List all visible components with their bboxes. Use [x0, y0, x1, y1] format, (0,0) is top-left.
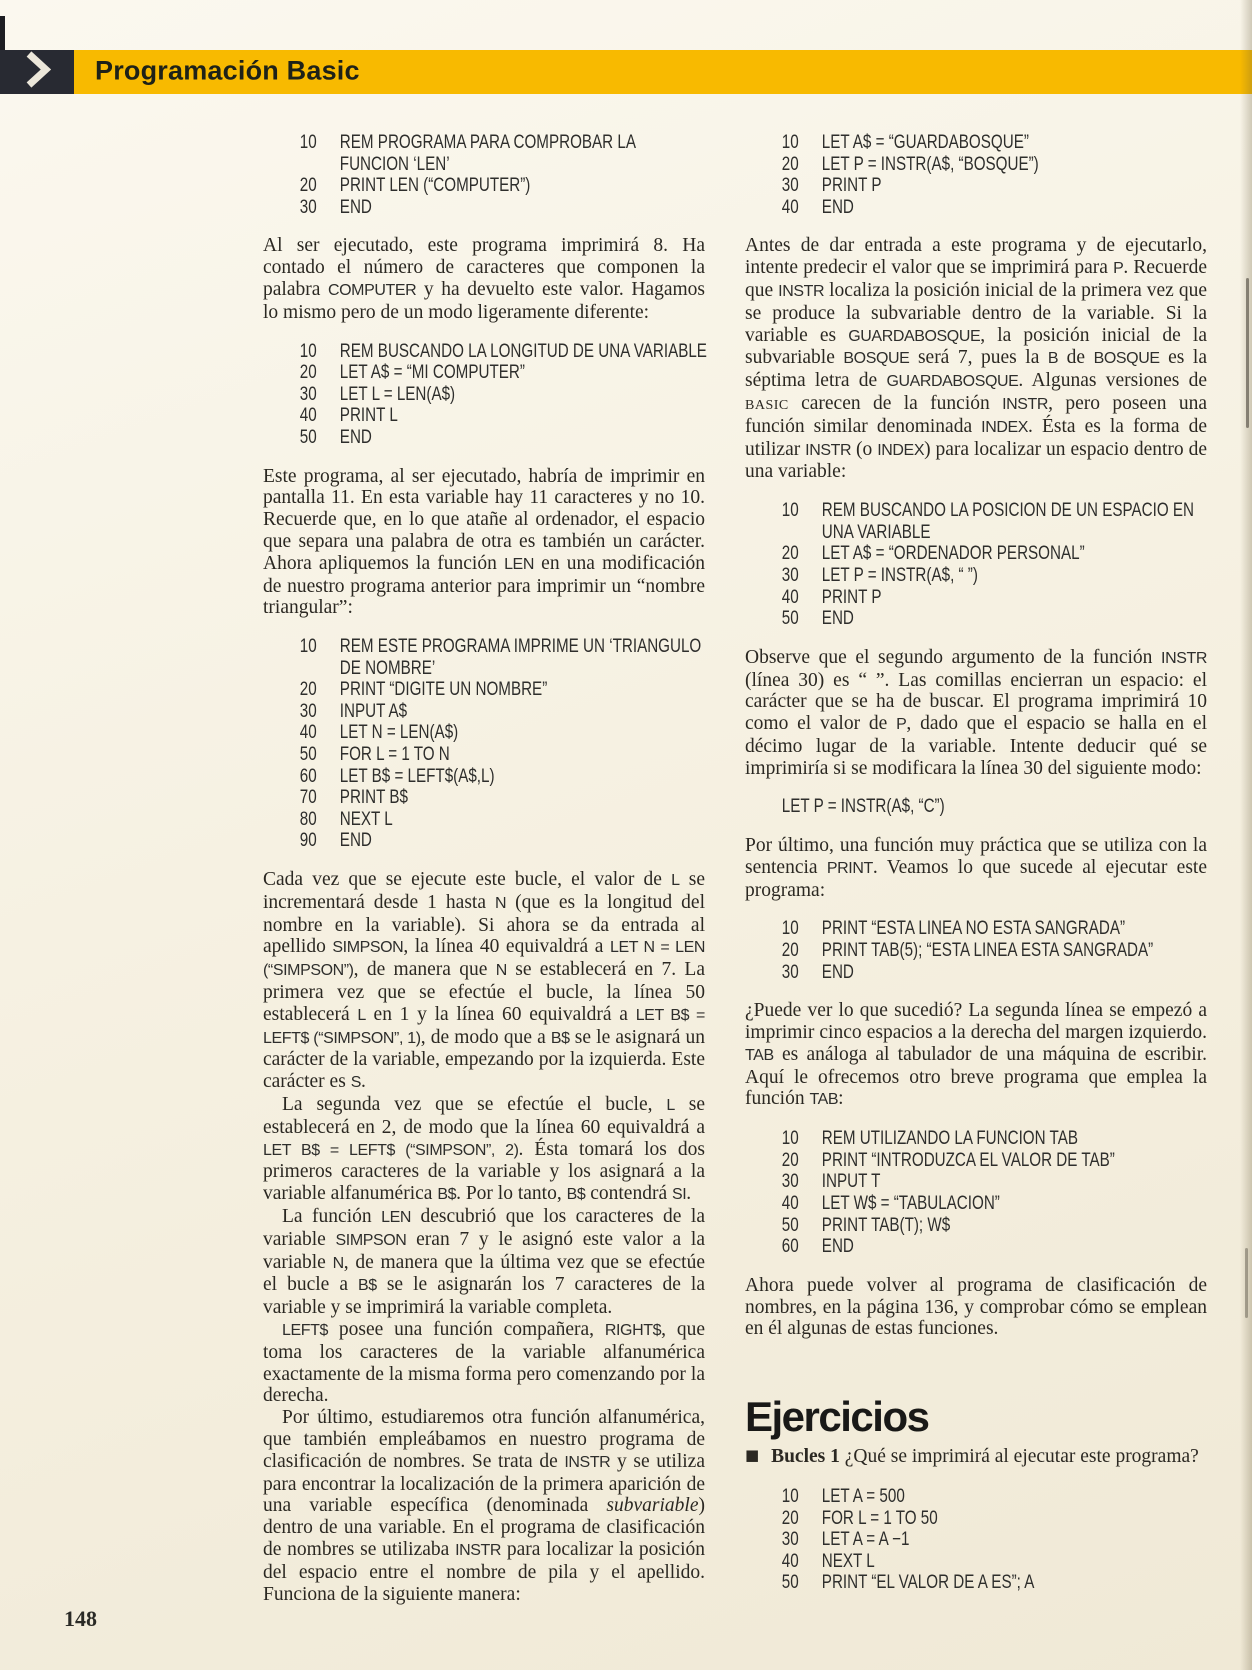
- code-text: REM ESTE PROGRAMA IMPRIME UN ‘TRIANGULO: [339, 636, 702, 658]
- code-line: [745, 1236, 1115, 1258]
- inline-code: LET B$ = LEFT$ (“SIMPSON”, 1): [263, 1006, 705, 1047]
- inline-code: LEN: [381, 1209, 411, 1226]
- code-text: PRINT TAB(T); W$: [821, 1214, 951, 1236]
- inline-code: GUARDABOSQUE: [886, 373, 1019, 391]
- line-number: 40: [781, 1550, 799, 1572]
- line-number: 10: [781, 132, 799, 153]
- inline-code: BOSQUE: [1093, 350, 1160, 368]
- left-column: [263, 126, 705, 1605]
- inline-code: INDEX: [877, 441, 925, 459]
- code-line: [263, 197, 617, 219]
- page-number: 148: [64, 1606, 97, 1631]
- code-text: PRINT “INTRODUZCA EL VALOR DE TAB”: [821, 1149, 1115, 1171]
- code-line: [745, 154, 1115, 176]
- line-number: 50: [781, 1214, 799, 1236]
- basic-code-listing: [745, 796, 1207, 818]
- inline-code: B$: [437, 1186, 457, 1204]
- code-line: [263, 427, 617, 449]
- line-number: 20: [299, 175, 317, 197]
- code-text: END: [339, 426, 372, 448]
- line-number: 60: [299, 765, 317, 787]
- code-text: NEXT L: [339, 808, 393, 830]
- code-line: [263, 175, 617, 197]
- inline-code: SIMPSON: [335, 1231, 407, 1249]
- line-number: 50: [781, 1572, 799, 1594]
- paragraph: LEFT$ posee una función compañera, RIGHT$, que toma los caracteres de la variable alfanumérica exactamente de la misma forma pero comenzando por la derecha.: [263, 1318, 705, 1407]
- code-line: [745, 522, 1115, 544]
- inline-code: S: [350, 1074, 361, 1092]
- code-text: PRINT “EL VALOR DE A ES”; A: [821, 1572, 1035, 1594]
- code-text: END: [821, 1236, 854, 1258]
- inline-code: P: [896, 716, 907, 734]
- code-text: END: [821, 608, 854, 630]
- chevron-right-icon: [24, 51, 51, 93]
- code-text: FOR L = 1 TO 50: [821, 1507, 938, 1529]
- line-number: 30: [781, 1171, 799, 1193]
- code-text: LET A$ = “MI COMPUTER”: [339, 362, 525, 384]
- line-number: 50: [299, 744, 317, 766]
- code-text: REM BUSCANDO LA POSICION DE UN ESPACIO EN: [821, 500, 1194, 522]
- paragraph: Por último, estudiaremos otra función alfanumérica, que también empleábamos en nuestro programa de clasificación de nombres. Se trata de INSTR y se utiliza para encontrar la localización de la primera aparición de una variable específica (denominada subvariable) dentro de una variable. En el programa de clasificación de nombres se utilizaba INSTR para localizar la posición del espacio entre el nombre de pila y el apellido. Funciona de la siguiente manera:: [263, 1407, 705, 1605]
- paragraph: ¿Puede ver lo que sucedió? La segunda línea se empezó a imprimir cinco espacios a la derecha del margen izquierdo. TAB es análoga al tabulador de una máquina de escribir. Aquí le ofrecemos otro breve programa que emplea la función TAB:: [745, 1000, 1207, 1110]
- inline-code: L: [357, 1006, 366, 1024]
- inline-code: INSTR: [1161, 649, 1207, 667]
- code-line: [745, 1572, 1115, 1594]
- paragraph: Ahora puede volver al programa de clasificación de nombres, en la página 136, y comprobar cómo se emplean en él algunas de estas funciones.: [745, 1274, 1207, 1340]
- code-text: UNA VARIABLE: [821, 521, 931, 543]
- line-number: 40: [299, 722, 317, 744]
- line-number: 40: [781, 586, 799, 608]
- chevron-box: [0, 50, 74, 94]
- line-number: 30: [299, 383, 317, 405]
- basic-code-listing: [745, 132, 1207, 218]
- paragraph: Por último, una función muy práctica que se utiliza con la sentencia PRINT. Veamos lo que sucede al ejecutar este programa:: [745, 835, 1207, 901]
- paragraph: Observe que el segundo argumento de la función INSTR (línea 30) es “ ”. Las comillas encierran un espacio: el carácter que se ha de buscar. El programa imprimirá 10 como el valor de P, dado que el espacio se halla en el décimo lugar de la variable. Intente deducir qué se imprimiría si se modificara la línea 30 del siguiente modo:: [745, 646, 1207, 779]
- code-text: PRINT P: [821, 175, 882, 197]
- inline-code: P: [1113, 260, 1124, 278]
- inline-code: N: [495, 962, 507, 980]
- line-number: 20: [299, 362, 317, 384]
- code-line: [745, 796, 1115, 818]
- code-text: LET W$ = “TABULACION”: [821, 1193, 1000, 1215]
- code-text: PRINT “ESTA LINEA NO ESTA SANGRADA”: [821, 918, 1126, 940]
- inline-code: B: [1047, 350, 1059, 368]
- inline-code: N: [332, 1254, 344, 1272]
- code-line: [263, 744, 617, 766]
- header-yellow-bar: [74, 50, 1252, 94]
- inline-code: N: [495, 894, 507, 912]
- basic-code-listing: [745, 918, 1207, 983]
- code-text: PRINT LEN (“COMPUTER”): [339, 175, 531, 197]
- code-text: LET B$ = LEFT$(A$,L): [339, 765, 495, 787]
- code-line: [745, 1171, 1115, 1193]
- inline-code: INSTR: [564, 1453, 611, 1471]
- line-number: [300, 658, 340, 680]
- code-line: [263, 701, 617, 723]
- code-text: FOR L = 1 TO N: [339, 744, 450, 766]
- code-text: REM BUSCANDO LA LONGITUD DE UNA VARIABLE: [339, 340, 707, 362]
- code-text: PRINT P: [821, 586, 882, 608]
- basic-code-listing: [745, 1128, 1207, 1258]
- code-line: [745, 543, 1115, 565]
- inline-code: SIMPSON: [332, 939, 404, 957]
- square-bullet-icon: ■: [745, 1446, 760, 1465]
- code-text: LET P = INSTR(A$, “BOSQUE”): [821, 153, 1039, 175]
- inline-code: BOSQUE: [843, 350, 910, 368]
- inline-code: INDEX: [981, 418, 1029, 436]
- code-line: [263, 766, 617, 788]
- code-line: [745, 587, 1115, 609]
- code-line: [745, 1150, 1115, 1172]
- inline-code: INSTR: [805, 441, 852, 459]
- line-number: 10: [781, 500, 799, 522]
- inline-code: LEFT$: [282, 1321, 328, 1339]
- paragraph: Antes de dar entrada a este programa y de ejecutarlo, intente predecir el valor que se imprimirá para P. Recuerde que INSTR localiza la posición inicial de la primera vez que se produce la subvariable dentro de la variable. Si la variable es GUARDABOSQUE, la posición inicial de la subvariable BOSQUE será 7, pues la B de BOSQUE es la séptima letra de GUARDABOSQUE. Algunas versiones de basic carecen de la función INSTR, pero poseen una función similar denominada INDEX. Ésta es la forma de utilizar INSTR (o INDEX) para localizar un espacio dentro de una variable:: [745, 235, 1208, 483]
- line-number: 60: [781, 1236, 799, 1258]
- code-line: [745, 940, 1154, 962]
- code-text: LET A$ = “ORDENADOR PERSONAL”: [821, 543, 1085, 565]
- right-column: [745, 126, 1207, 1611]
- inline-code: LET N = LEN (“SIMPSON”): [263, 939, 705, 980]
- code-line: [263, 405, 617, 427]
- code-line: [263, 787, 617, 809]
- basic-code-listing: [745, 1486, 1207, 1594]
- line-number: 20: [781, 543, 799, 565]
- line-number: 20: [781, 1149, 799, 1171]
- scan-artifact: [1245, 1248, 1248, 1318]
- line-number: 10: [299, 132, 317, 153]
- code-text: END: [339, 830, 372, 852]
- paragraph: La segunda vez que se efectúe el bucle, L se establecerá en 2, de modo que la línea 60 equivaldrá a LET B$ = LEFT$ (“SIMPSON”, 2). Ésta tomará los dos primeros caracteres de la variable y los asignará a la variable alfanumérica B$. Por lo tanto, B$ contendrá SI.: [263, 1094, 705, 1205]
- paragraph: Cada vez que se ejecute este bucle, el valor de L se incrementará desde 1 hasta N (que es la longitud del nombre en la variable). Si ahora se da entrada al apellido SIMPSON, la línea 40 equivaldrá a LET N = LEN (“SIMPSON”), de manera que N se establecerá en 7. La primera vez que se efectúe el bucle, la línea 50 establecerá L en 1 y la línea 60 equivaldrá a LET B$ = LEFT$ (“SIMPSON”, 1), de modo que a B$ se le asignará un carácter de la variable, empezando por la izquierda. Este carácter es S.: [263, 869, 705, 1093]
- inline-code: LET B$ = LEFT$ (“SIMPSON”, 2): [263, 1141, 519, 1159]
- code-text: LET P = INSTR(A$, “C”): [781, 796, 945, 818]
- code-line: [263, 132, 636, 154]
- code-line: [745, 175, 1115, 197]
- code-line: [745, 1529, 1115, 1551]
- code-text: REM PROGRAMA PARA COMPROBAR LA: [339, 132, 636, 153]
- code-line: [263, 679, 617, 701]
- code-text: LET P = INSTR(A$, “ ”): [821, 564, 978, 586]
- scan-edge-shading: [1240, 0, 1252, 1670]
- code-text: REM UTILIZANDO LA FUNCION TAB: [821, 1128, 1078, 1150]
- exercise-intro: [745, 1446, 1207, 1469]
- code-line: [745, 1193, 1115, 1215]
- inline-code: PRINT: [826, 859, 873, 877]
- code-line: [745, 1551, 1115, 1573]
- inline-code: RIGHT$: [604, 1321, 662, 1339]
- line-number: 90: [299, 830, 317, 852]
- line-number: 20: [299, 679, 317, 701]
- line-number: 40: [299, 405, 317, 427]
- code-text: PRINT L: [339, 405, 398, 427]
- inline-code: SI: [671, 1186, 687, 1204]
- code-line: [745, 1128, 1115, 1150]
- line-number: 50: [299, 426, 317, 448]
- line-number: 30: [299, 196, 317, 218]
- code-line: [745, 1508, 1115, 1530]
- code-text: PRINT B$: [339, 787, 408, 809]
- code-text: END: [339, 196, 372, 218]
- line-number: 10: [299, 340, 317, 362]
- code-line: [745, 1486, 1115, 1508]
- code-line: [263, 362, 617, 384]
- line-number: 80: [299, 808, 317, 830]
- code-line: [263, 809, 617, 831]
- line-number: 20: [781, 153, 799, 175]
- line-number: [782, 522, 822, 544]
- exercise-label: Bucles 1: [771, 1446, 840, 1468]
- line-number: 40: [781, 196, 799, 218]
- code-text: DE NOMBRE’: [339, 657, 436, 679]
- inline-code: INSTR: [778, 282, 825, 300]
- code-line: [263, 154, 617, 176]
- code-text: PRINT “DIGITE UN NOMBRE”: [339, 679, 548, 701]
- inline-code: B$: [566, 1186, 586, 1204]
- exercise-question: ¿Qué se imprimirá al ejecutar este programa?: [844, 1446, 1199, 1468]
- paragraph: La función LEN descubrió que los caracteres de la variable SIMPSON eran 7 y le asignó este valor a la variable N, de manera que la última vez que se efectúe el bucle a B$ se le asignarán los 7 caracteres de la variable y se imprimirá la variable completa.: [263, 1206, 706, 1319]
- line-number: 30: [781, 564, 799, 586]
- code-text: INPUT T: [821, 1171, 881, 1193]
- paragraph: Este programa, al ser ejecutado, habría de imprimir en pantalla 11. En esta variable hay 11 caracteres y no 10. Recuerde que, en lo que atañe al ordenador, el espacio que separa una palabra de otra es también un carácter. Ahora apliquemos la función LEN en una modificación de nuestro programa anterior para imprimir un “nombre triangular”:: [263, 465, 705, 619]
- code-line: [745, 197, 1115, 219]
- code-text: LET A$ = “GUARDABOSQUE”: [821, 132, 1029, 153]
- code-text: LET L = LEN(A$): [339, 383, 456, 405]
- line-number: 50: [781, 608, 799, 630]
- code-text: LET A = A −1: [821, 1529, 910, 1551]
- code-line: [745, 1215, 1115, 1237]
- code-line: [263, 340, 707, 363]
- inline-code: COMPUTER: [327, 281, 417, 299]
- code-line: [263, 384, 617, 406]
- inline-code: GUARDABOSQUE: [848, 327, 981, 345]
- inline-code: L: [666, 1097, 675, 1115]
- ejercicios-heading: Ejercicios: [745, 1393, 929, 1441]
- inline-code: B$: [550, 1029, 570, 1047]
- code-line: [745, 500, 1194, 522]
- line-number: 10: [299, 636, 317, 658]
- scan-edge-mark: [0, 16, 5, 52]
- line-number: 10: [781, 918, 799, 940]
- code-line: [263, 722, 617, 744]
- line-number: 40: [781, 1193, 799, 1215]
- line-number: 20: [781, 1507, 799, 1529]
- basic-code-listing: [263, 132, 705, 218]
- code-text: INPUT A$: [339, 700, 408, 722]
- line-number: 10: [781, 1485, 799, 1507]
- line-number: 70: [299, 787, 317, 809]
- code-text: END: [821, 961, 854, 983]
- code-text: LET N = LEN(A$): [339, 722, 459, 744]
- inline-code: B$: [358, 1277, 377, 1295]
- section-title: Programación Basic: [95, 55, 360, 86]
- code-line: [745, 962, 1115, 984]
- code-line: [263, 658, 617, 680]
- paragraph: Al ser ejecutado, este programa imprimirá 8. Ha contado el número de caracteres que componen la palabra COMPUTER y ha devuelto este valor. Hagamos lo mismo pero de un modo ligeramente diferente:: [263, 235, 705, 323]
- code-text: LET A = 500: [821, 1485, 905, 1507]
- code-text: PRINT TAB(5); “ESTA LINEA ESTA SANGRADA”: [821, 940, 1154, 962]
- line-number: 30: [781, 1529, 799, 1551]
- code-text: NEXT L: [821, 1550, 875, 1572]
- line-number: 20: [781, 940, 799, 962]
- inline-code: INSTR: [1002, 395, 1049, 413]
- scan-artifact: [1246, 278, 1249, 428]
- section-header: [0, 50, 1252, 94]
- code-line: [745, 918, 1126, 940]
- line-number: 30: [299, 700, 317, 722]
- inline-code: INSTR: [455, 1541, 502, 1559]
- basic-code-listing: [263, 636, 705, 852]
- inline-code: LEN: [504, 555, 534, 573]
- basic-code-listing: [263, 341, 705, 449]
- code-line: [745, 565, 1115, 587]
- code-line: [745, 132, 1115, 154]
- code-line: [263, 636, 702, 658]
- code-line: [263, 830, 617, 852]
- line-number: 30: [781, 961, 799, 983]
- line-number: 30: [781, 175, 799, 197]
- line-number: [300, 154, 340, 176]
- inline-code: TAB: [745, 1046, 774, 1064]
- basic-code-listing: [745, 500, 1207, 630]
- code-text: END: [821, 196, 854, 218]
- inline-code: L: [671, 872, 680, 890]
- code-line: [745, 608, 1115, 630]
- line-number: 10: [781, 1128, 799, 1150]
- inline-code: TAB: [809, 1091, 839, 1109]
- code-text: FUNCION ‘LEN’: [339, 153, 450, 175]
